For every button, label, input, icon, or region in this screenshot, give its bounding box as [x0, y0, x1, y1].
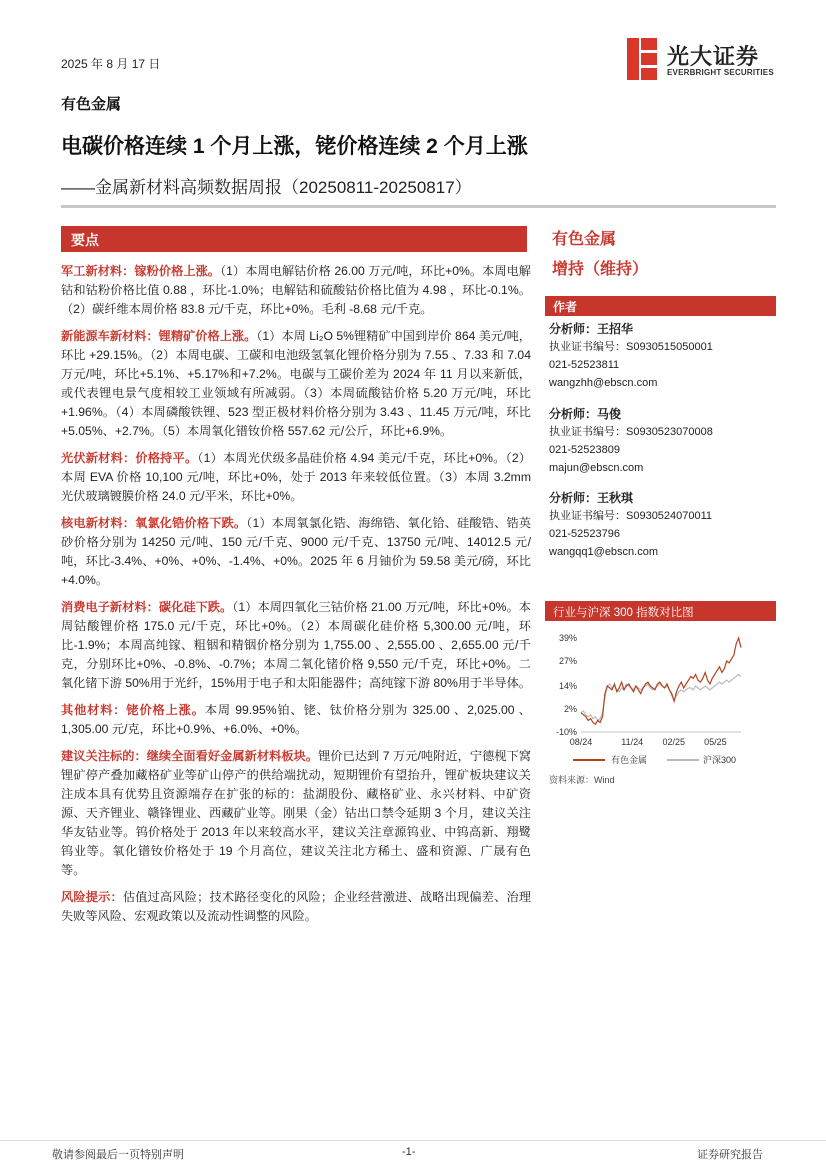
- analyst-email[interactable]: majun@ebscn.com: [549, 462, 644, 474]
- analyst-phone: 021-52523809: [549, 444, 620, 456]
- y-tick-label: 2%: [563, 703, 577, 714]
- x-tick-label: 05/25: [704, 737, 727, 747]
- footer-report-type: 证券研究报告: [697, 1149, 763, 1161]
- key-point-text: 本周 99.95%铂、铑、钛价格分别为 325.00 、2,025.00 、1,305.00 元/克，环比+0.9%、+6.0%、+0%。: [61, 703, 531, 736]
- analyst-cert: 执业证书编号：S0930524070011: [549, 510, 713, 522]
- key-point-text: （1）本周 Li₂O 5%锂精矿中国到岸价 864 美元/吨，环比 +29.15%。（2）本周电碳、工碳和电池级氢氧化锂价格分别为 7.55 、7.33 和 7.04 万元/吨，环比+5.1%、+5.17%和+7.2%。电碳与工碳价差为 2024 年 11 月以来新低，或代表锂电景气度相较工业领域有所减弱。（3）本周硫酸钴价格 5.20 万元/吨，环比+1.96%。（4）本周磷酸铁锂、523 型正极材料价格分别为 3.43 、11.45 万元/吨，环比+5.05%、+2.7%。（5）本周氧化镨钕价格 557.62 元/公斤，环比+6.9%。: [61, 329, 531, 438]
- key-point-pv: [61, 449, 531, 506]
- key-point-text: （1）本周四氧化三钴价格 21.00 万元/吨，环比+0%。本周钴酸锂价格 175.0 元/千克，环比+0%。（2）本周碳化硅价格 5,300.00 元/吨，环比-1.9%；本周高纯镓、粗铟和精铟价格分别为 1,755.00 、2,555.00 、2,655.00 元/千克，分别环比+0%、-0.8%、-0.7%；本周二氧化锗价格 9,550 元/千克，环比+0%。二氧化锗下游 50%用于光纤，15%用于电子和太阳能器件；高纯镓下游 80%用于半导体。: [61, 600, 531, 690]
- key-point-nuclear: [61, 514, 531, 590]
- key-point-label: 建议关注标的：继续全面看好金属新材料板块。: [61, 749, 319, 763]
- y-tick-label: 39%: [558, 633, 577, 643]
- key-point-label: 消费电子新材料：碳化硅下跌。: [61, 600, 233, 614]
- key-point-risk: [61, 888, 531, 926]
- analyst-name: 分析师：王招华: [549, 322, 634, 336]
- y-tick-label: 27%: [558, 656, 577, 667]
- report-sector: 有色金属: [61, 96, 122, 113]
- key-point-other: [61, 701, 531, 739]
- analyst-cert: 执业证书编号：S0930523070008: [549, 426, 713, 438]
- series-line: [581, 638, 741, 724]
- key-point-label: 光伏新材料：价格持平。: [61, 451, 198, 465]
- analyst-email[interactable]: wangzhh@ebscn.com: [549, 377, 658, 389]
- footer-disclaimer: 敬请参阅最后一页特别声明: [52, 1149, 184, 1161]
- key-point-text: 锂价已达到 7 万元/吨附近，宁德枧下窝锂矿停产叠加藏格矿业等矿山停产的供给端扰动，短期锂价有望抬升，锂矿板块建议关注成本具有优势且资源端存在扩张的标的：盐湖股份、藏格矿业、永兴材料、中矿资源、天齐锂业、赣锋锂业、西藏矿业等。刚果（金）钴出口禁令延期 3 个月，建议关注华友钴业等。钨价格处于 2013 年以来较高水平，建议关注章源钨业、中钨高新、翔鹭钨业等。氧化镨钕价格处于 19 个月高位，建议关注北方稀土、盛和资源、广晟有色等。: [61, 749, 532, 877]
- sidebar-sector: 有色金属: [552, 231, 617, 248]
- footer-divider: [0, 1140, 826, 1141]
- page-number: -1-: [402, 1146, 416, 1158]
- analyst-email[interactable]: wangqq1@ebscn.com: [549, 546, 659, 558]
- analyst-phone: 021-52523811: [549, 359, 620, 371]
- key-point-label: 核电新材料：氧氯化锆价格下跌。: [61, 516, 247, 530]
- key-point-label: 军工新材料：镓粉价格上涨。: [61, 264, 221, 278]
- analyst-phone: 021-52523796: [549, 528, 620, 540]
- analyst-name: 分析师：王秋琪: [549, 491, 634, 505]
- key-point-text: 估值过高风险；技术路径变化的风险；企业经营激进、战略出现偏差、治理失败等风险、宏观政策以及流动性调整的风险。: [61, 890, 532, 923]
- key-point-label: 新能源车新材料：锂精矿价格上涨。: [61, 329, 257, 343]
- key-points-body: [61, 262, 531, 934]
- analyst-name: 分析师：马俊: [549, 407, 622, 421]
- x-tick-label: 08/24: [569, 737, 593, 747]
- analyst-card: [549, 320, 774, 392]
- legend-label: 有色金属: [611, 755, 648, 765]
- y-tick-label: -10%: [555, 727, 577, 737]
- chart-source: 资料来源：Wind: [549, 775, 615, 785]
- analyst-card: [549, 405, 774, 477]
- key-point-text: （1）本周氧氯化锆、海绵锆、氧化铪、硅酸锆、锆英砂价格分别为 14250 元/吨、150 元/千克、9000 元/千克、13750 元/吨、14012.5 元/吨，环比-3.4%、+0%、+0%、-1.4%、+0%。2025 年 6 月铀价为 59.58 美元/磅，环比+4.0%。: [61, 516, 532, 587]
- key-point-ev: [61, 327, 531, 441]
- analyst-cert: 执业证书编号：S0930515050001: [549, 341, 713, 353]
- author-heading-label: 作者: [553, 300, 578, 314]
- chart-heading-label: 行业与沪深 300 指数对比图: [553, 607, 694, 619]
- report-title: 电碳价格连续 1 个月上涨，铑价格连续 2 个月上涨: [61, 135, 528, 158]
- brand-name-en: EVERBRIGHT SECURITIES: [667, 68, 774, 77]
- analyst-card: [549, 489, 774, 561]
- key-points-heading: [61, 226, 527, 252]
- y-tick-label: 14%: [558, 680, 577, 691]
- x-tick-label: 02/25: [662, 737, 686, 747]
- x-tick-label: 11/24: [621, 737, 644, 747]
- key-point-consumer: [61, 598, 531, 693]
- key-point-text: （1）本周光伏级多晶硅价格 4.94 美元/千克，环比+0%。（2）本周 EVA 价格 10,100 元/吨，环比+0%，处于 2013 年来较低位置。（3）本周 3.2mm 光伏玻璃镀膜价格 24.0 元/平米，环比+0%。: [61, 451, 532, 503]
- brand-logo-icon: [627, 38, 657, 80]
- report-subtitle: ——金属新材料高频数据周报（20250811-20250817）: [61, 178, 472, 197]
- brand-logo: [627, 38, 777, 82]
- brand-name-cn: 光大证券: [667, 44, 760, 69]
- author-heading: [545, 296, 776, 316]
- report-date: 2025 年 8 月 17 日: [61, 57, 161, 71]
- key-point-label: 其他材料：铑价格上涨。: [61, 703, 205, 717]
- sidebar-rating: 增持（维持）: [552, 261, 649, 278]
- header-divider: [61, 205, 776, 208]
- key-points-heading-label: 要点: [71, 232, 99, 248]
- chart-heading: [545, 601, 776, 621]
- key-point-recommend: [61, 747, 531, 880]
- legend-label: 沪深300: [703, 755, 737, 765]
- index-comparison-chart: [545, 628, 776, 770]
- key-point-text: （1）本周电解钴价格 26.00 万元/吨，环比+0%。本周电解钴和钴粉价格比值 0.88 ，环比-1.0%；电解钴和硫酸钴价格比值为 4.98 ，环比-0.1%。（2）碳纤维本周价格 83.8 元/千克，环比+0%。毛利 -8.68 元/千克。: [61, 264, 531, 316]
- key-point-military: [61, 262, 531, 319]
- key-point-label: 风险提示：: [61, 890, 123, 904]
